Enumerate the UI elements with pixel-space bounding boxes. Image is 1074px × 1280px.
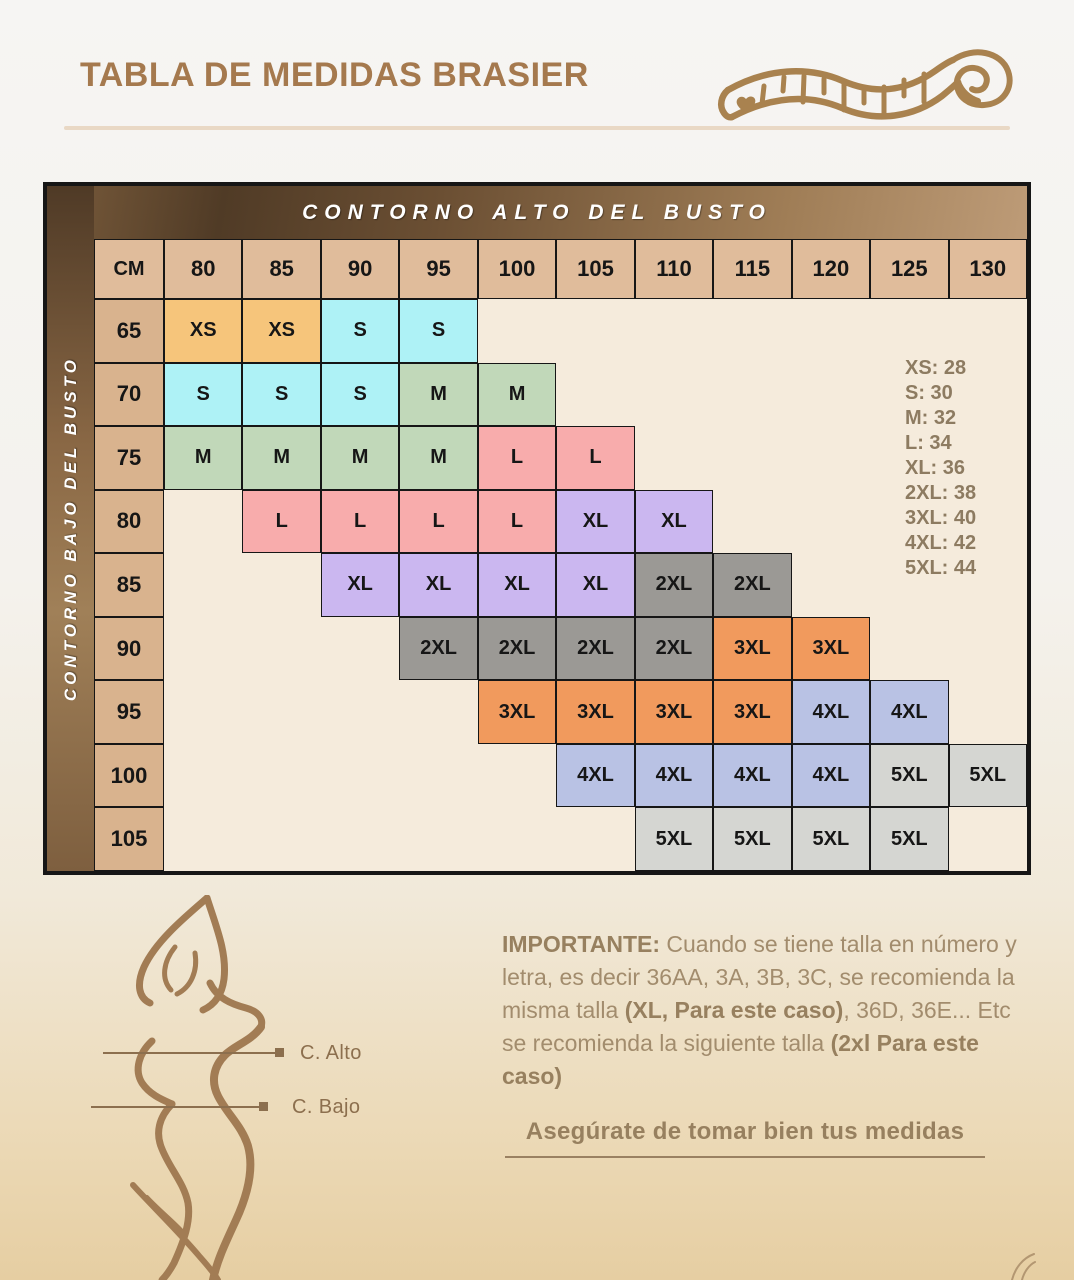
empty-cell: [556, 363, 634, 427]
empty-cell: [164, 680, 242, 744]
size-cell-85-110: 2XL: [635, 553, 713, 617]
top-axis-band: [47, 186, 1027, 239]
bajo-marker: [259, 1102, 268, 1111]
empty-cell: [399, 744, 477, 808]
size-cell-80-95: L: [399, 490, 477, 554]
size-cell-90-120: 3XL: [792, 617, 870, 681]
size-cell-90-100: 2XL: [478, 617, 556, 681]
size-cell-105-125: 5XL: [870, 807, 948, 871]
bra-size-table: [43, 182, 1031, 875]
empty-cell: [164, 744, 242, 808]
col-header-105: 105: [556, 239, 634, 299]
size-cell-90-95: 2XL: [399, 617, 477, 681]
empty-cell: [321, 744, 399, 808]
empty-cell: [321, 617, 399, 681]
col-header-80: 80: [164, 239, 242, 299]
empty-cell: [321, 807, 399, 871]
empty-cell: [635, 299, 713, 363]
size-cell-70-85: S: [242, 363, 320, 427]
empty-cell: [478, 744, 556, 808]
empty-cell: [164, 617, 242, 681]
row-header-105: 105: [94, 807, 164, 871]
col-header-95: 95: [399, 239, 477, 299]
empty-cell: [635, 363, 713, 427]
left-axis-band: [47, 186, 94, 871]
note-segment: , 36D, 36E... Etc se recomienda la siguiente talla: [502, 997, 1011, 1056]
empty-cell: [242, 617, 320, 681]
empty-cell: [949, 299, 1027, 363]
empty-cell: [164, 807, 242, 871]
size-cell-100-110: 4XL: [635, 744, 713, 808]
size-cell-90-115: 3XL: [713, 617, 791, 681]
size-cell-100-120: 4XL: [792, 744, 870, 808]
legend-entry: L: 34: [905, 432, 952, 454]
size-cell-80-85: L: [242, 490, 320, 554]
size-cell-100-105: 4XL: [556, 744, 634, 808]
size-cell-65-95: S: [399, 299, 477, 363]
col-header-110: 110: [635, 239, 713, 299]
unit-corner-cell: CM: [94, 239, 164, 299]
woman-silhouette: [55, 895, 465, 1280]
empty-cell: [399, 807, 477, 871]
empty-cell: [242, 807, 320, 871]
empty-cell: [949, 807, 1027, 871]
c-bajo-label: C. Bajo: [292, 1096, 361, 1118]
size-cell-85-100: XL: [478, 553, 556, 617]
size-cell-100-125: 5XL: [870, 744, 948, 808]
size-cell-90-105: 2XL: [556, 617, 634, 681]
empty-cell: [792, 363, 870, 427]
important-note: [502, 928, 1022, 1093]
size-cell-75-85: M: [242, 426, 320, 490]
c-alto-label: C. Alto: [300, 1042, 362, 1064]
row-header-90: 90: [94, 617, 164, 681]
size-cell-85-105: XL: [556, 553, 634, 617]
empty-cell: [556, 807, 634, 871]
size-cell-80-105: XL: [556, 490, 634, 554]
size-cell-85-95: XL: [399, 553, 477, 617]
size-cell-100-130: 5XL: [949, 744, 1027, 808]
col-header-125: 125: [870, 239, 948, 299]
size-cell-100-115: 4XL: [713, 744, 791, 808]
legend-entry: 4XL: 42: [905, 532, 977, 554]
size-cell-75-105: L: [556, 426, 634, 490]
note-segment: Cuando se tiene talla en número y letra, es decir 36AA, 3A, 3B, 3C, se recomienda la misma talla: [502, 931, 1017, 1023]
size-grid: [94, 239, 1027, 871]
empty-cell: [399, 680, 477, 744]
empty-cell: [635, 426, 713, 490]
note-bold-segment: IMPORTANTE:: [502, 931, 661, 957]
size-cell-65-85: XS: [242, 299, 320, 363]
row-header-100: 100: [94, 744, 164, 808]
row-header-85: 85: [94, 553, 164, 617]
size-cell-95-100: 3XL: [478, 680, 556, 744]
footer-note: Asegúrate de tomar bien tus medidas: [505, 1118, 985, 1158]
size-cell-65-90: S: [321, 299, 399, 363]
size-legend: [905, 356, 1035, 581]
size-cell-95-120: 4XL: [792, 680, 870, 744]
empty-cell: [792, 553, 870, 617]
size-cell-95-115: 3XL: [713, 680, 791, 744]
top-axis-label: CONTORNO ALTO DEL BUSTO: [302, 200, 772, 224]
size-cell-70-95: M: [399, 363, 477, 427]
empty-cell: [792, 426, 870, 490]
empty-cell: [242, 744, 320, 808]
legend-entry: XS: 28: [905, 357, 967, 379]
empty-cell: [321, 680, 399, 744]
size-cell-75-95: M: [399, 426, 477, 490]
empty-cell: [478, 807, 556, 871]
col-header-130: 130: [949, 239, 1027, 299]
size-cell-95-110: 3XL: [635, 680, 713, 744]
col-header-90: 90: [321, 239, 399, 299]
col-header-100: 100: [478, 239, 556, 299]
tape-measure-icon: [712, 30, 1017, 130]
empty-cell: [713, 490, 791, 554]
size-cell-80-110: XL: [635, 490, 713, 554]
note-bold-segment: (XL, Para este caso): [624, 997, 844, 1023]
page-title: TABLA DE MEDIDAS BRASIER: [80, 56, 589, 94]
size-cell-90-110: 2XL: [635, 617, 713, 681]
size-cell-105-110: 5XL: [635, 807, 713, 871]
title-divider: [64, 126, 1010, 130]
empty-cell: [556, 299, 634, 363]
col-header-120: 120: [792, 239, 870, 299]
col-header-115: 115: [713, 239, 791, 299]
left-axis-label: CONTORNO BAJO DEL BUSTO: [60, 355, 80, 702]
row-header-75: 75: [94, 426, 164, 490]
size-cell-80-100: L: [478, 490, 556, 554]
empty-cell: [242, 680, 320, 744]
empty-cell: [949, 617, 1027, 681]
legend-entry: 3XL: 40: [905, 507, 977, 529]
size-cell-85-90: XL: [321, 553, 399, 617]
note-bold-segment: (2xl Para este caso): [502, 1030, 979, 1089]
empty-cell: [870, 617, 948, 681]
row-header-65: 65: [94, 299, 164, 363]
empty-cell: [792, 490, 870, 554]
empty-cell: [949, 680, 1027, 744]
empty-cell: [242, 553, 320, 617]
size-cell-70-80: S: [164, 363, 242, 427]
size-cell-75-80: M: [164, 426, 242, 490]
legend-entry: 2XL: 38: [905, 482, 977, 504]
size-cell-70-90: S: [321, 363, 399, 427]
measurement-lines: [91, 1053, 275, 1107]
size-cell-75-100: L: [478, 426, 556, 490]
empty-cell: [478, 299, 556, 363]
legend-entry: 5XL: 44: [905, 557, 977, 579]
size-cell-95-105: 3XL: [556, 680, 634, 744]
row-header-95: 95: [94, 680, 164, 744]
size-cell-95-125: 4XL: [870, 680, 948, 744]
size-cell-70-100: M: [478, 363, 556, 427]
alto-marker: [275, 1048, 284, 1057]
legend-entry: M: 32: [905, 407, 957, 429]
empty-cell: [713, 299, 791, 363]
size-cell-85-115: 2XL: [713, 553, 791, 617]
empty-cell: [713, 426, 791, 490]
empty-cell: [870, 299, 948, 363]
size-cell-105-120: 5XL: [792, 807, 870, 871]
size-cell-105-115: 5XL: [713, 807, 791, 871]
row-header-80: 80: [94, 490, 164, 554]
legend-entry: S: 30: [905, 382, 953, 404]
empty-cell: [164, 553, 242, 617]
empty-cell: [713, 363, 791, 427]
size-cell-75-90: M: [321, 426, 399, 490]
row-header-70: 70: [94, 363, 164, 427]
empty-cell: [792, 299, 870, 363]
corner-mark: [1002, 1250, 1042, 1280]
size-cell-80-90: L: [321, 490, 399, 554]
col-header-85: 85: [242, 239, 320, 299]
legend-entry: XL: 36: [905, 457, 966, 479]
empty-cell: [164, 490, 242, 554]
size-cell-65-80: XS: [164, 299, 242, 363]
